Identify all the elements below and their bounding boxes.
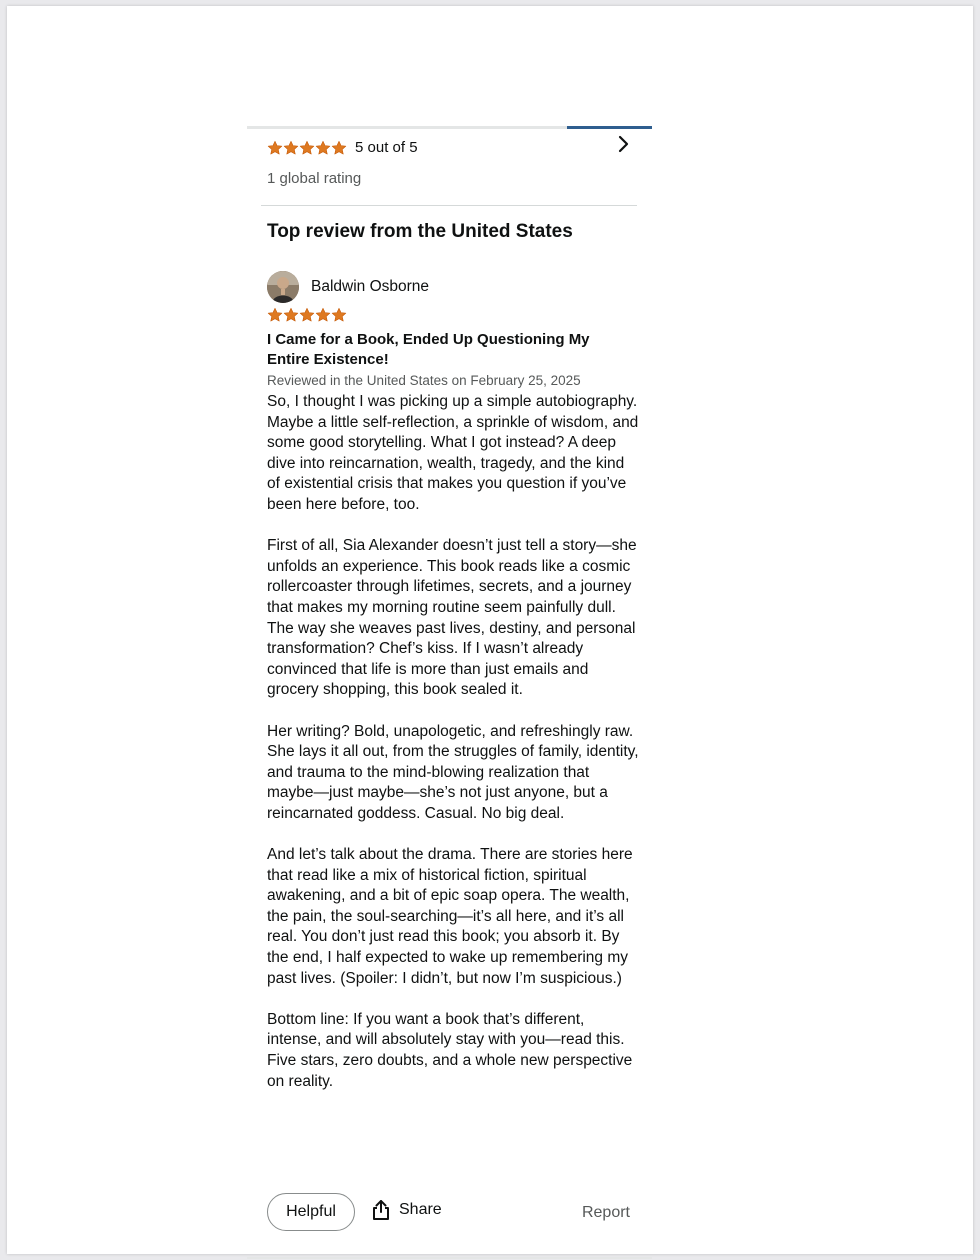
- review-paragraph: So, I thought I was picking up a simple autobiography. Maybe a little self-reflection, a sprinkle of wisdom, and some good storytelling. What I got instead? A deep dive into reincarnation, wealth, tragedy, and the kind of existential crisis that makes you question if you’ve been here before, too.: [267, 393, 639, 513]
- report-link[interactable]: Report: [581, 1204, 630, 1221]
- bottom-rule: [247, 1257, 652, 1259]
- star-icon: [299, 140, 315, 156]
- review-paragraph: Her writing? Bold, unapologetic, and refreshingly raw. She lays it all out, from the struggles of family, identity, and trauma to the mind-blowing realization that maybe—just maybe—she’s not just anyone, but a reincarnated goddess. Casual. No big deal.: [267, 722, 639, 822]
- active-tab-indicator: [567, 126, 652, 129]
- star-icon: [299, 307, 315, 323]
- chevron-right-icon[interactable]: [615, 135, 631, 153]
- share-button[interactable]: [371, 1199, 442, 1221]
- review-title: I Came for a Book, Ended Up Questioning My Entire Existence!: [267, 331, 590, 368]
- star-icon: [331, 140, 347, 156]
- share-label: Share: [399, 1201, 442, 1218]
- star-icon: [283, 140, 299, 156]
- rating-summary[interactable]: [267, 139, 418, 156]
- avatar-image: [267, 271, 299, 303]
- review-actions: [267, 1193, 632, 1233]
- avatar[interactable]: [267, 271, 299, 303]
- review-paragraph: First of all, Sia Alexander doesn’t just tell a story—she unfolds an experience. This book reads like a cosmic rollercoaster through lifetimes, secrets, and a journey that makes my morning routine seem painfully dull. The way she weaves past lives, destiny, and personal transformation? Chef’s kiss. If I wasn’t already convinced that life is more than just emails and grocery shopping, this book sealed it.: [267, 537, 637, 699]
- reviewer-name[interactable]: Baldwin Osborne: [311, 278, 430, 295]
- helpful-button[interactable]: Helpful: [267, 1193, 355, 1231]
- star-icon: [315, 140, 331, 156]
- review-paragraph: Bottom line: If you want a book that’s different, intense, and will absolutely stay with you—read this. Five stars, zero doubts, and a whole new perspective on reality.: [267, 1010, 633, 1090]
- reviews-panel: [247, 126, 652, 1260]
- review-date: Reviewed in the United States on February 25, 2025: [267, 373, 581, 388]
- star-icon: [267, 140, 283, 156]
- reviewer-profile[interactable]: [267, 271, 429, 303]
- section-divider: [261, 205, 637, 206]
- rating-text: 5 out of 5: [355, 139, 418, 156]
- star-icon: [267, 307, 283, 323]
- review-body: [267, 392, 639, 1113]
- review-star-rating: [267, 307, 347, 323]
- section-title: Top review from the United States: [267, 221, 573, 242]
- star-icon: [283, 307, 299, 323]
- global-rating-count: 1 global rating: [267, 170, 362, 187]
- star-icon: [331, 307, 347, 323]
- share-icon: [371, 1199, 391, 1221]
- star-icon: [315, 307, 331, 323]
- summary-star-rating: [267, 140, 347, 156]
- screenshot-page: [7, 6, 973, 1254]
- review-paragraph: And let’s talk about the drama. There are stories here that read like a mix of historical fiction, spiritual awakening, and a bit of epic soap opera. The wealth, the pain, the soul-searching—it’s all here, and it’s all real. You don’t just read this book; you absorb it. By the end, I half expected to wake up remembering my past lives. (Spoiler: I didn’t, but now I’m suspicious.): [267, 846, 633, 987]
